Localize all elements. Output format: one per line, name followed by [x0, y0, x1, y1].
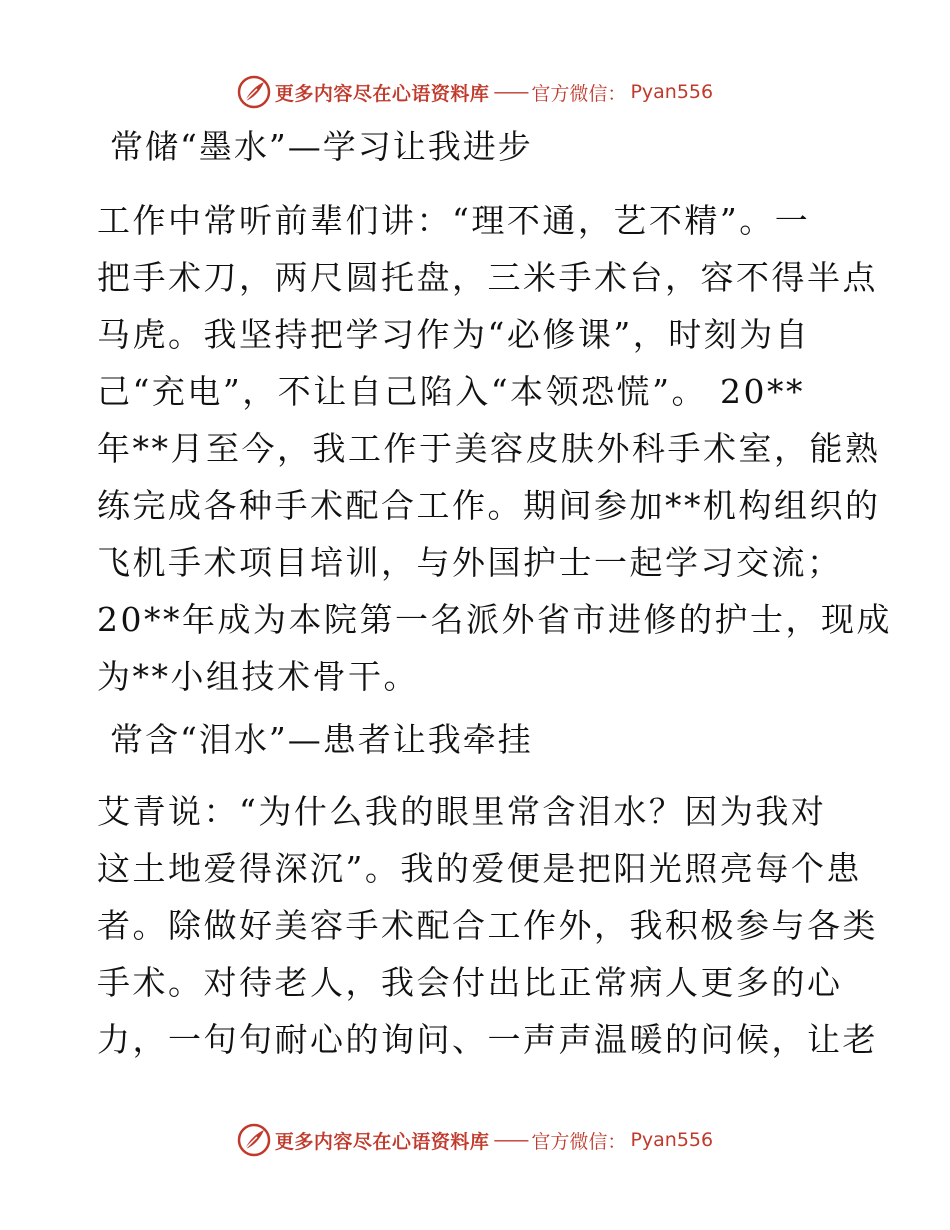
paragraph-line: 工作中常听前辈们讲：“理不通，艺不精”。一: [97, 201, 811, 240]
paragraph-line: 者。除做好美容手术配合工作外，我积极参与各类: [97, 906, 878, 945]
feather-pen-logo-icon: [237, 75, 271, 109]
paragraph-line: 20**年成为本院第一名派外省市进修的护士，现成: [97, 600, 892, 639]
paragraph-line: 己“充电”，不让自己陷入“本领恐慌”。 20**: [97, 372, 805, 411]
brand-name: 更多内容尽在心语资料库: [274, 1130, 490, 1153]
paragraph-line: 把手术刀，两尺圆托盘，三米手术台，容不得半点: [97, 258, 878, 297]
section-paragraph-2: [97, 783, 878, 1068]
brand-dash: ——: [493, 81, 528, 103]
brand-wechat-label: 官方微信：: [531, 1130, 627, 1153]
paragraph-line: 力，一句句耐心的询问、一声声温暖的问候，让老: [97, 1020, 878, 1059]
brand-wechat-label: 官方微信：: [531, 82, 627, 105]
brand-wechat-id: Pyan556: [630, 81, 714, 103]
brand-wechat-id: Pyan556: [630, 1129, 714, 1151]
paragraph-line: 艾青说：“为什么我的眼里常含泪水？因为我对: [97, 792, 827, 831]
paragraph-line: 手术。对待老人，我会付出比正常病人更多的心: [97, 963, 843, 1002]
paragraph-line: 这土地爱得深沉”。我的爱便是把阳光照亮每个患: [97, 849, 862, 888]
section-heading-2: 常含“泪水”—患者让我牵挂: [110, 720, 533, 759]
paragraph-line: 马虎。我坚持把学习作为“必修课”，时刻为自: [97, 315, 811, 354]
document-body: [97, 122, 892, 1068]
footer-brand-bar: [0, 1120, 950, 1160]
paragraph-line: 年**月至今，我工作于美容皮肤外科手术室，能熟: [97, 429, 881, 468]
brand-dash: ——: [493, 1129, 528, 1151]
header-brand-bar: [0, 72, 950, 112]
brand-name: 更多内容尽在心语资料库: [274, 82, 490, 105]
paragraph-line: 为**小组技术骨干。: [97, 657, 419, 696]
paragraph-line: 飞机手术项目培训，与外国护士一起学习交流；: [97, 543, 843, 582]
section-paragraph-1: [97, 192, 892, 705]
section-heading-1: 常储“墨水”—学习让我进步: [110, 127, 533, 166]
feather-pen-logo-icon: [237, 1123, 271, 1157]
paragraph-line: 练完成各种手术配合工作。期间参加**机构组织的: [97, 486, 881, 525]
